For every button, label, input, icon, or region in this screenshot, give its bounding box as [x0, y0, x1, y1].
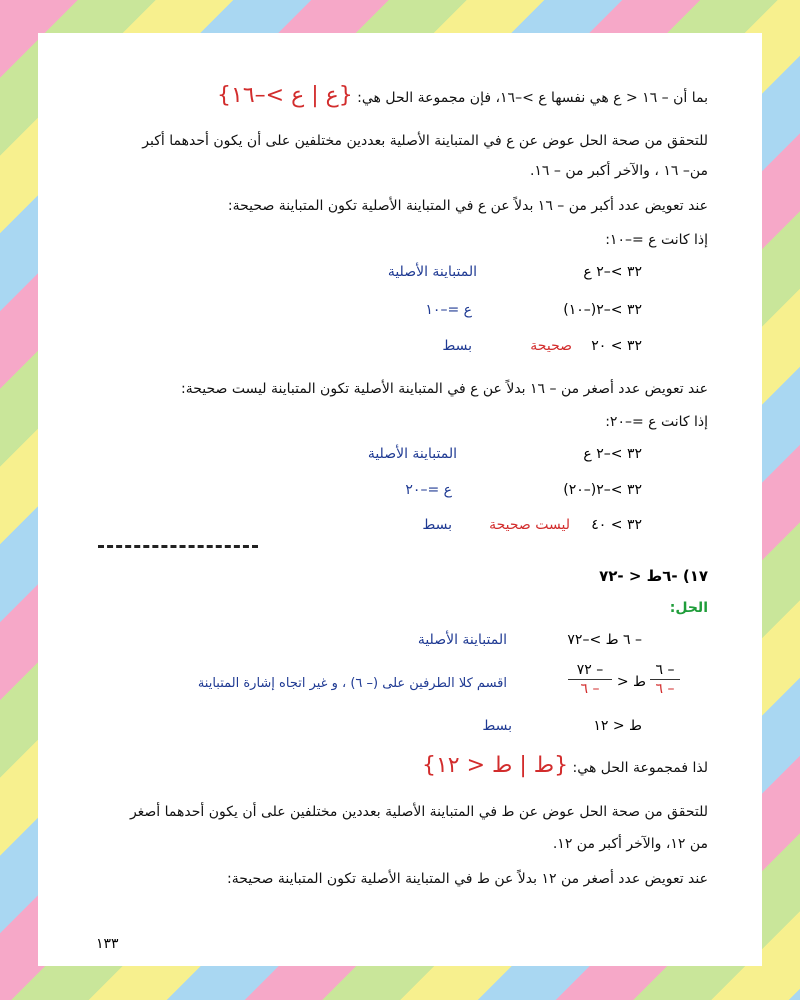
ex2-row2-expr: ٣٢ >–٢(–٢٠): [563, 482, 642, 498]
fraction-right: [568, 661, 612, 698]
solution-label: الحل:: [669, 600, 708, 616]
paragraph-2b: من– ١٦ ، والآخر أكبر من – ١٦.: [529, 163, 708, 179]
paragraph-8a: للتحقق من صحة الحل عوض عن ط في المتباينة الأصلية بعددين مختلفين على أن يكون أحدهما أصغر: [129, 804, 708, 820]
fraction-left-den: – ٦: [655, 681, 675, 697]
ex1-row2-note: ع =–١٠: [425, 302, 472, 318]
fraction-middle: ط <: [616, 674, 646, 690]
ex1-row1-expr: ٣٢ >–٢ ع: [583, 264, 642, 280]
paragraph-9: عند تعويض عدد أصغر من ١٢ بدلاً عن ط في المتباينة الأصلية تكون المتباينة صحيحة:: [227, 871, 708, 887]
ex2-row3-expr: ٣٢ > ٤٠: [591, 517, 642, 533]
ex1-row3-note: بسط: [442, 338, 472, 354]
fraction-left: [650, 661, 680, 698]
ex2-row1-expr: ٣٢ >–٢ ع: [583, 446, 642, 462]
paragraph-7: [92, 755, 708, 779]
page: [38, 33, 762, 966]
question-17: ١٧) -٦ط < -٧٢: [599, 567, 708, 585]
sol-row1-note: المتباينة الأصلية: [417, 632, 507, 648]
ex1-row3-expr: ٣٢ > ٢٠: [591, 338, 642, 354]
ex2-row3-note: بسط: [422, 517, 452, 533]
ex1-row1-note: المتباينة الأصلية: [387, 264, 477, 280]
sol-row3-note: بسط: [482, 718, 512, 734]
paragraph-1: [92, 85, 708, 109]
ex1-row2-expr: ٣٢ >–٢(–١٠): [563, 302, 642, 318]
paragraph-2a: للتحقق من صحة الحل عوض عن ع في المتباينة الأصلية بعددين مختلفين على أن يكون أحدهما أكبر: [142, 133, 708, 149]
paragraph-8b: من ١٢، والآخر أكبر من ١٢.: [552, 836, 708, 852]
paragraph-3: عند تعويض عدد أكبر من – ١٦ بدلاً عن ع في المتباينة الأصلية تكون المتباينة صحيحة:: [227, 198, 708, 214]
separator-line: [98, 545, 258, 548]
paragraph-5: عند تعويض عدد أصغر من – ١٦ بدلاً عن ع في المتباينة الأصلية تكون المتباينة ليست صحيحة:: [180, 381, 708, 397]
ex2-row2-note: ع =–٢٠: [405, 482, 452, 498]
paragraph-4: إذا كانت ع =–١٠:: [605, 232, 708, 248]
ex2-row3-status: ليست صحيحة: [489, 517, 570, 533]
ex2-row1-note: المتباينة الأصلية: [367, 446, 457, 462]
fraction-right-den: – ٦: [580, 681, 600, 697]
paragraph-1-text: بما أن – ١٦ < ع هي نفسها ع >–١٦، فإن مجموعة الحل هي:: [352, 90, 708, 106]
page-number: ١٣٣: [96, 936, 119, 952]
solution-set-2: {ط | ط < ١٢}: [421, 753, 569, 778]
fraction-left-num: – ٦: [655, 662, 675, 678]
fraction-right-num: – ٧٢: [576, 662, 604, 678]
solution-set-1: {ع | ع >–١٦}: [217, 83, 353, 108]
sol-row3-expr: ط < ١٢: [593, 718, 642, 734]
sol-row2-note: اقسم كلا الطرفين على (– ٦) ، و غير اتجاه إشارة المتباينة: [197, 676, 507, 691]
ex1-row3-status: صحيحة: [530, 338, 572, 354]
paragraph-6: إذا كانت ع =–٢٠:: [605, 414, 708, 430]
paragraph-7-text: لذا فمجموعة الحل هي:: [568, 760, 708, 776]
sol-row1-expr: – ٦ ط >–٧٢: [567, 632, 642, 648]
